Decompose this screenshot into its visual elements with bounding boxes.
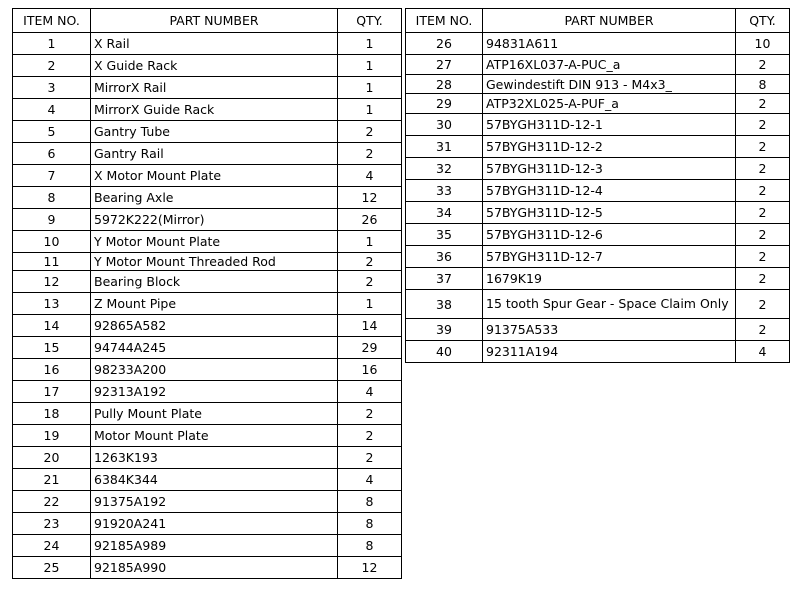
- quantity-cell: 12: [338, 557, 402, 579]
- item-number-cell: 23: [13, 513, 91, 535]
- table-row: [406, 114, 790, 136]
- part-number-cell: 57BYGH311D-12-6: [483, 224, 736, 246]
- quantity-cell: 4: [736, 341, 790, 363]
- part-number-cell: 98233A200: [91, 359, 338, 381]
- quantity-cell: 2: [338, 253, 402, 271]
- quantity-cell: 2: [736, 55, 790, 75]
- table-row: [13, 447, 402, 469]
- part-number-cell: X Guide Rack: [91, 55, 338, 77]
- table-row: [13, 99, 402, 121]
- table-row: [13, 425, 402, 447]
- table-row: [13, 293, 402, 315]
- table-row: [13, 121, 402, 143]
- table-row: [13, 469, 402, 491]
- header-row: [406, 9, 790, 33]
- part-number-cell: Z Mount Pipe: [91, 293, 338, 315]
- quantity-cell: 8: [338, 491, 402, 513]
- part-number-header: PART NUMBER: [91, 9, 338, 33]
- part-number-cell: Bearing Block: [91, 271, 338, 293]
- part-number-cell: 92311A194: [483, 341, 736, 363]
- item-number-cell: 6: [13, 143, 91, 165]
- table-row: [13, 337, 402, 359]
- table-row: [406, 268, 790, 290]
- quantity-cell: 26: [338, 209, 402, 231]
- quantity-cell: 1: [338, 55, 402, 77]
- table-row: [13, 359, 402, 381]
- part-number-cell: X Rail: [91, 33, 338, 55]
- quantity-cell: 2: [736, 158, 790, 180]
- part-number-cell: 92313A192: [91, 381, 338, 403]
- quantity-cell: 1: [338, 77, 402, 99]
- part-number-cell: 91920A241: [91, 513, 338, 535]
- quantity-cell: 2: [736, 94, 790, 114]
- table-row: [406, 158, 790, 180]
- item-number-cell: 4: [13, 99, 91, 121]
- item-number-cell: 37: [406, 268, 483, 290]
- table-row: [406, 224, 790, 246]
- table-row: [13, 165, 402, 187]
- quantity-cell: 14: [338, 315, 402, 337]
- quantity-cell: 8: [338, 535, 402, 557]
- quantity-cell: 1: [338, 99, 402, 121]
- table-row: [406, 290, 790, 319]
- part-number-cell: 57BYGH311D-12-4: [483, 180, 736, 202]
- item-number-cell: 27: [406, 55, 483, 75]
- item-number-cell: 11: [13, 253, 91, 271]
- table-row: [13, 381, 402, 403]
- item-number-cell: 24: [13, 535, 91, 557]
- item-number-cell: 5: [13, 121, 91, 143]
- item-number-cell: 35: [406, 224, 483, 246]
- item-number-cell: 17: [13, 381, 91, 403]
- quantity-cell: 2: [736, 319, 790, 341]
- part-number-cell: 94744A245: [91, 337, 338, 359]
- item-no-header: ITEM NO.: [406, 9, 483, 33]
- part-number-cell: Y Motor Mount Plate: [91, 231, 338, 253]
- quantity-cell: 2: [736, 268, 790, 290]
- part-number-cell: Motor Mount Plate: [91, 425, 338, 447]
- part-number-cell: Pully Mount Plate: [91, 403, 338, 425]
- part-number-cell: 91375A192: [91, 491, 338, 513]
- qty-header: QTY.: [736, 9, 790, 33]
- part-number-header: PART NUMBER: [483, 9, 736, 33]
- part-number-cell: Y Motor Mount Threaded Rod: [91, 253, 338, 271]
- part-number-cell: 57BYGH311D-12-2: [483, 136, 736, 158]
- part-number-cell: 57BYGH311D-12-1: [483, 114, 736, 136]
- quantity-cell: 2: [338, 447, 402, 469]
- bom-rows-right: [406, 33, 790, 363]
- quantity-cell: 16: [338, 359, 402, 381]
- part-number-cell: 57BYGH311D-12-3: [483, 158, 736, 180]
- quantity-cell: 4: [338, 469, 402, 491]
- part-number-cell: Gantry Rail: [91, 143, 338, 165]
- quantity-cell: 2: [736, 136, 790, 158]
- table-row: [13, 187, 402, 209]
- part-number-cell: X Motor Mount Plate: [91, 165, 338, 187]
- item-number-cell: 22: [13, 491, 91, 513]
- part-number-cell: 5972K222(Mirror): [91, 209, 338, 231]
- item-number-cell: 20: [13, 447, 91, 469]
- part-number-cell: 1679K19: [483, 268, 736, 290]
- quantity-cell: 4: [338, 165, 402, 187]
- item-number-cell: 14: [13, 315, 91, 337]
- item-number-cell: 33: [406, 180, 483, 202]
- item-number-cell: 29: [406, 94, 483, 114]
- item-number-cell: 10: [13, 231, 91, 253]
- quantity-cell: 2: [736, 246, 790, 268]
- table-row: [13, 271, 402, 293]
- item-number-cell: 9: [13, 209, 91, 231]
- table-row: [13, 231, 402, 253]
- part-number-cell: ATP16XL037-A-PUC_a: [483, 55, 736, 75]
- table-row: [13, 143, 402, 165]
- part-number-cell: 94831A611: [483, 33, 736, 55]
- table-row: [406, 180, 790, 202]
- part-number-cell: 57BYGH311D-12-7: [483, 246, 736, 268]
- table-row: [13, 33, 402, 55]
- quantity-cell: 2: [736, 202, 790, 224]
- part-number-cell: MirrorX Rail: [91, 77, 338, 99]
- item-number-cell: 31: [406, 136, 483, 158]
- part-number-cell: 92865A582: [91, 315, 338, 337]
- part-number-cell: 1263K193: [91, 447, 338, 469]
- part-number-cell: Gewindestift DIN 913 - M4x3_: [483, 75, 736, 94]
- table-row: [13, 513, 402, 535]
- bom-table-right: [405, 8, 790, 363]
- part-number-cell: 92185A990: [91, 557, 338, 579]
- quantity-cell: 1: [338, 293, 402, 315]
- quantity-cell: 1: [338, 33, 402, 55]
- quantity-cell: 2: [736, 224, 790, 246]
- table-row: [406, 55, 790, 75]
- table-row: [13, 209, 402, 231]
- bom-table-left: [12, 8, 402, 579]
- quantity-cell: 8: [338, 513, 402, 535]
- quantity-cell: 2: [338, 271, 402, 293]
- item-number-cell: 16: [13, 359, 91, 381]
- quantity-cell: 10: [736, 33, 790, 55]
- item-number-cell: 38: [406, 290, 483, 319]
- table-row: [13, 55, 402, 77]
- quantity-cell: 4: [338, 381, 402, 403]
- table-row: [13, 535, 402, 557]
- item-number-cell: 40: [406, 341, 483, 363]
- header-row: [13, 9, 402, 33]
- item-number-cell: 8: [13, 187, 91, 209]
- item-number-cell: 36: [406, 246, 483, 268]
- bom-rows-left: [13, 33, 402, 579]
- item-number-cell: 34: [406, 202, 483, 224]
- part-number-cell: Bearing Axle: [91, 187, 338, 209]
- item-number-cell: 19: [13, 425, 91, 447]
- table-row: [406, 75, 790, 94]
- quantity-cell: 29: [338, 337, 402, 359]
- item-number-cell: 28: [406, 75, 483, 94]
- table-row: [13, 77, 402, 99]
- quantity-cell: 8: [736, 75, 790, 94]
- item-number-cell: 1: [13, 33, 91, 55]
- table-row: [406, 341, 790, 363]
- quantity-cell: 2: [338, 425, 402, 447]
- table-row: [13, 315, 402, 337]
- item-number-cell: 15: [13, 337, 91, 359]
- part-number-cell: 57BYGH311D-12-5: [483, 202, 736, 224]
- item-number-cell: 12: [13, 271, 91, 293]
- part-number-cell: 15 tooth Spur Gear - Space Claim Only: [483, 290, 736, 319]
- table-row: [13, 557, 402, 579]
- quantity-cell: 2: [338, 143, 402, 165]
- quantity-cell: 2: [736, 114, 790, 136]
- quantity-cell: 12: [338, 187, 402, 209]
- part-number-cell: ATP32XL025-A-PUF_a: [483, 94, 736, 114]
- quantity-cell: 2: [736, 180, 790, 202]
- quantity-cell: 2: [338, 403, 402, 425]
- quantity-cell: 2: [736, 290, 790, 319]
- qty-header: QTY.: [338, 9, 402, 33]
- table-row: [13, 403, 402, 425]
- quantity-cell: 2: [338, 121, 402, 143]
- part-number-cell: Gantry Tube: [91, 121, 338, 143]
- item-number-cell: 39: [406, 319, 483, 341]
- table-row: [406, 136, 790, 158]
- item-number-cell: 32: [406, 158, 483, 180]
- item-number-cell: 3: [13, 77, 91, 99]
- table-row: [406, 94, 790, 114]
- table-row: [13, 491, 402, 513]
- item-number-cell: 30: [406, 114, 483, 136]
- item-number-cell: 7: [13, 165, 91, 187]
- part-number-cell: MirrorX Guide Rack: [91, 99, 338, 121]
- part-number-cell: 92185A989: [91, 535, 338, 557]
- part-number-cell: 91375A533: [483, 319, 736, 341]
- table-row: [406, 246, 790, 268]
- item-number-cell: 21: [13, 469, 91, 491]
- item-number-cell: 26: [406, 33, 483, 55]
- table-row: [406, 319, 790, 341]
- part-number-cell: 6384K344: [91, 469, 338, 491]
- item-number-cell: 25: [13, 557, 91, 579]
- table-row: [13, 253, 402, 271]
- item-number-cell: 18: [13, 403, 91, 425]
- table-row: [406, 202, 790, 224]
- quantity-cell: 1: [338, 231, 402, 253]
- item-number-cell: 13: [13, 293, 91, 315]
- item-no-header: ITEM NO.: [13, 9, 91, 33]
- table-row: [406, 33, 790, 55]
- item-number-cell: 2: [13, 55, 91, 77]
